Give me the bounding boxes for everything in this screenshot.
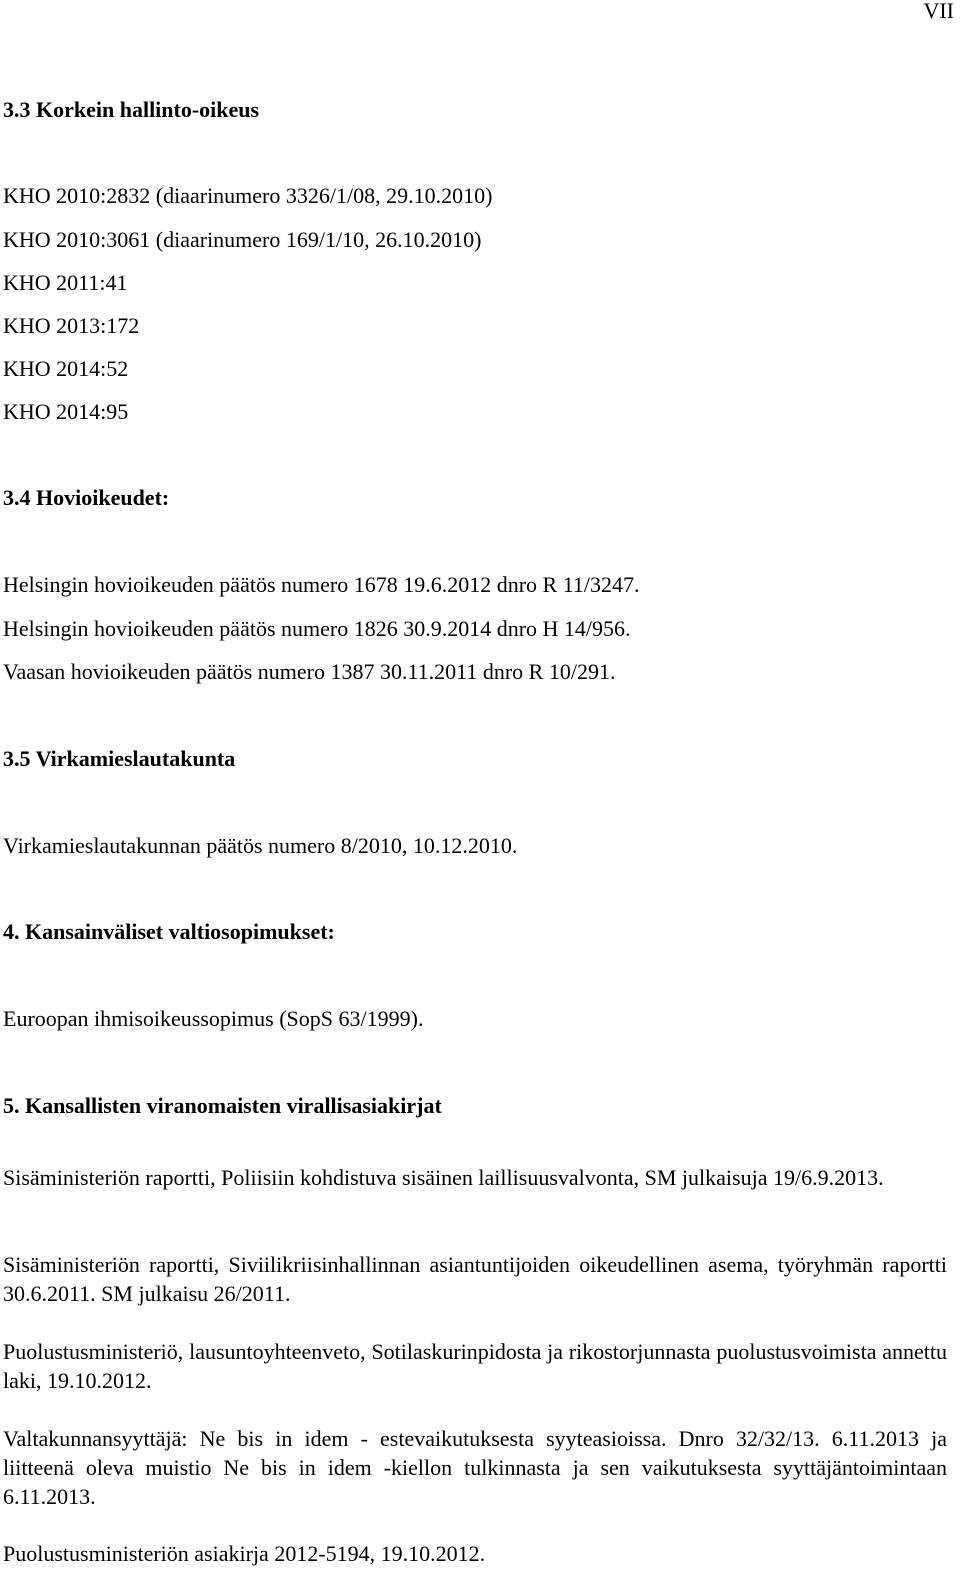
reference-item: KHO 2010:2832 (diaarinumero 3326/1/08, 29.10.2010) — [3, 183, 493, 208]
reference-paragraph: Sisäministeriön raportti, Poliisiin kohdistuva sisäinen laillisuusvalvonta, SM julkaisuja 19/6.9.2013. — [3, 1165, 884, 1190]
section-heading-5: 5. Kansallisten viranomaisten virallisasiakirjat — [3, 1093, 442, 1118]
reference-item: KHO 2013:172 — [3, 313, 140, 338]
page-number: VII — [923, 0, 954, 23]
reference-item: Virkamieslautakunnan päätös numero 8/2010, 10.12.2010. — [3, 833, 518, 858]
reference-item: KHO 2010:3061 (diaarinumero 169/1/10, 26.10.2010) — [3, 227, 482, 252]
section-heading-3-3: 3.3 Korkein hallinto-oikeus — [3, 97, 260, 122]
reference-paragraph: Puolustusministeriö, lausuntoyhteenveto, Sotilaskurinpidosta ja rikostorjunnasta puolustusvoimista annettu laki, 19.10.2012. — [3, 1339, 947, 1393]
reference-item: Vaasan hovioikeuden päätös numero 1387 30.11.2011 dnro R 10/291. — [3, 659, 616, 684]
reference-item: KHO 2014:95 — [3, 399, 129, 424]
reference-paragraph: Sisäministeriön raportti, Siviilikriisinhallinnan asiantuntijoiden oikeudellinen asema, työryhmän raportti 30.6.2011. SM julkaisu 26/2011. — [3, 1252, 947, 1306]
reference-paragraph: Valtakunnansyyttäjä: Ne bis in idem - estevaikutuksesta syyteasioissa. Dnro 32/32/13. 6.11.2013 ja liitteenä oleva muistio Ne bis in idem -kiellon tulkinnasta ja sen vaikutuksesta syyttäjäntoimintaan 6.11.2013. — [3, 1426, 947, 1509]
section-heading-3-4: 3.4 Hovioikeudet: — [3, 485, 170, 510]
reference-item: KHO 2011:41 — [3, 270, 128, 295]
reference-item: KHO 2014:52 — [3, 356, 129, 381]
section-heading-3-5: 3.5 Virkamieslautakunta — [3, 746, 236, 771]
section-heading-4: 4. Kansainväliset valtiosopimukset: — [3, 919, 335, 944]
reference-item: Euroopan ihmisoikeussopimus (SopS 63/1999). — [3, 1006, 424, 1031]
reference-item: Helsingin hovioikeuden päätös numero 1826 30.9.2014 dnro H 14/956. — [3, 616, 631, 641]
reference-item: Helsingin hovioikeuden päätös numero 1678 19.6.2012 dnro R 11/3247. — [3, 572, 640, 597]
reference-item: Puolustusministeriön asiakirja 2012-5194, 19.10.2012. — [3, 1541, 486, 1566]
